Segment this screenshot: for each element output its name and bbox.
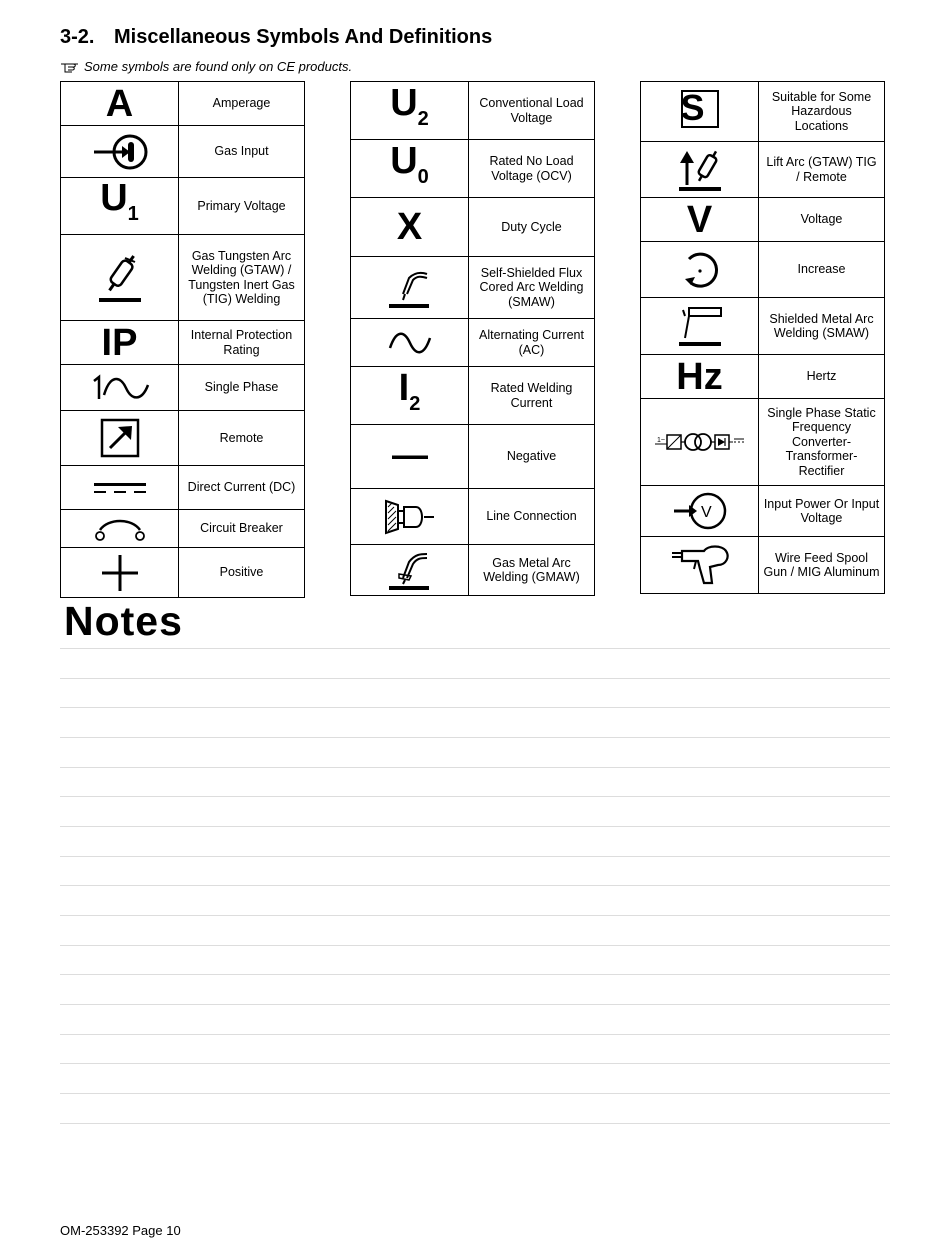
symbol-row — [641, 242, 885, 298]
svg-text:1~: 1~ — [656, 437, 665, 444]
symbol-cell — [61, 82, 179, 126]
definition-cell: Direct Current (DC) — [179, 466, 305, 510]
note-line — [60, 707, 890, 708]
note-line — [60, 915, 890, 916]
symbol-row — [351, 198, 595, 257]
symbol-row — [61, 126, 305, 178]
symbol-row — [61, 548, 305, 598]
definition-cell: Gas Metal Arc Welding (GMAW) — [469, 545, 595, 596]
symbol-cell — [61, 411, 179, 466]
symbol-row — [61, 411, 305, 466]
hazardous-location-icon: S — [681, 90, 719, 128]
symbol-cell — [61, 466, 179, 510]
spool-gun-icon — [670, 543, 730, 587]
gas-input-icon — [92, 132, 148, 172]
page-footer: OM-253392 Page 10 — [60, 1223, 181, 1238]
positive-icon — [100, 553, 140, 593]
symbol-row — [641, 537, 885, 594]
symbol-row — [641, 142, 885, 198]
symbol-cell — [641, 82, 759, 142]
definition-cell: Positive — [179, 548, 305, 598]
increase-icon — [677, 247, 723, 293]
definition-cell: Voltage — [759, 198, 885, 242]
primary-voltage-letter: $U_1$ — [100, 177, 139, 225]
line-connection-icon — [382, 497, 438, 537]
definition-cell: Circuit Breaker — [179, 510, 305, 548]
definition-cell: Rated No Load Voltage (OCV) — [469, 140, 595, 198]
definition-cell: Lift Arc (GTAW) TIG / Remote — [759, 142, 885, 198]
conventional-load-voltage-letter: $U_2$ — [390, 81, 429, 130]
symbol-cell — [351, 367, 469, 425]
note-line — [60, 1004, 890, 1005]
note-line — [60, 678, 890, 679]
symbol-cell — [641, 198, 759, 242]
note-line — [60, 1123, 890, 1124]
symbol-cell — [61, 510, 179, 548]
symbol-cell — [641, 399, 759, 486]
flux-cored-gun-icon — [385, 266, 435, 310]
symbol-row — [61, 178, 305, 235]
pointing-hand-icon — [60, 60, 80, 74]
note-line — [60, 856, 890, 857]
note-line — [60, 826, 890, 827]
definition-cell: Single Phase — [179, 365, 305, 411]
definition-cell: Single Phase Static Frequency Converter-Transformer-Rectifier — [759, 399, 885, 486]
gmaw-gun-icon — [385, 548, 435, 592]
definition-cell: Hertz — [759, 355, 885, 399]
input-voltage-icon — [672, 490, 728, 532]
symbol-row — [641, 486, 885, 537]
symbol-cell — [351, 489, 469, 545]
no-load-voltage-letter: $U_0$ — [390, 139, 429, 188]
ce-note-text: Some symbols are found only on CE products. — [84, 59, 353, 74]
symbol-cell — [641, 298, 759, 355]
definition-cell: Wire Feed Spool Gun / MIG Aluminum — [759, 537, 885, 594]
definition-cell: Input Power Or Input Voltage — [759, 486, 885, 537]
section-heading — [60, 26, 492, 49]
symbol-cell — [351, 319, 469, 367]
symbol-row — [351, 82, 595, 140]
symbol-row — [351, 545, 595, 596]
note-line — [60, 974, 890, 975]
welding-current-letter: $I_2$ — [398, 366, 421, 415]
ip-letters: IP — [101, 321, 138, 364]
symbol-row — [61, 235, 305, 321]
section-number: 3-2. — [60, 26, 95, 48]
note-line — [60, 648, 890, 649]
note-line — [60, 1034, 890, 1035]
negative-icon — [390, 452, 430, 462]
definition-cell: Duty Cycle — [469, 198, 595, 257]
symbol-cell — [351, 545, 469, 596]
symbol-row — [641, 198, 885, 242]
symbol-row — [61, 466, 305, 510]
definition-cell: Negative — [469, 425, 595, 489]
symbol-table-3 — [640, 81, 885, 594]
symbol-row — [641, 399, 885, 486]
definition-cell: Primary Voltage — [179, 178, 305, 235]
duty-cycle-letter: X — [396, 206, 423, 248]
symbol-row — [641, 82, 885, 142]
symbol-row — [61, 82, 305, 126]
definition-cell: Remote — [179, 411, 305, 466]
voltage-letter: V — [686, 198, 713, 241]
definition-cell: Suitable for Some Hazardous Locations — [759, 82, 885, 142]
symbol-row — [61, 321, 305, 365]
note-line — [60, 1093, 890, 1094]
note-line — [60, 1063, 890, 1064]
ce-note — [60, 59, 352, 74]
frequency-converter-icon — [655, 430, 745, 454]
definition-cell: Self-Shielded Flux Cored Arc Welding (SMAW) — [469, 257, 595, 319]
symbol-row — [351, 257, 595, 319]
circuit-breaker-icon — [92, 516, 148, 542]
definition-cell: Amperage — [179, 82, 305, 126]
note-line — [60, 885, 890, 886]
section-title: Miscellaneous Symbols And Definitions — [114, 26, 493, 48]
definition-cell: Conventional Load Voltage — [469, 82, 595, 140]
notes-title: Notes — [64, 598, 183, 644]
direct-current-icon — [92, 479, 148, 497]
symbol-cell — [61, 178, 179, 235]
symbol-row — [351, 425, 595, 489]
note-line — [60, 796, 890, 797]
symbol-cell — [641, 242, 759, 298]
symbol-cell — [641, 355, 759, 399]
note-line — [60, 945, 890, 946]
remote-icon — [100, 418, 140, 458]
hertz-letters: Hz — [676, 355, 723, 398]
single-phase-icon — [90, 373, 150, 403]
symbol-row — [351, 367, 595, 425]
amperage-letter: A — [105, 82, 134, 125]
symbol-cell — [641, 537, 759, 594]
symbol-table-2 — [350, 81, 595, 596]
symbol-row — [641, 355, 885, 399]
definition-cell: Rated Welding Current — [469, 367, 595, 425]
symbol-cell — [351, 82, 469, 140]
symbol-cell — [61, 235, 179, 321]
symbol-cell — [61, 365, 179, 411]
symbol-row — [351, 319, 595, 367]
symbol-cell — [351, 140, 469, 198]
svg-text:V: V — [700, 504, 712, 521]
symbol-cell — [351, 257, 469, 319]
symbol-row — [641, 298, 885, 355]
note-line — [60, 737, 890, 738]
symbol-cell — [641, 142, 759, 198]
definition-cell: Gas Input — [179, 126, 305, 178]
symbol-cell — [61, 548, 179, 598]
definition-cell: Line Connection — [469, 489, 595, 545]
alternating-current-icon — [388, 330, 432, 356]
symbol-cell — [351, 425, 469, 489]
symbol-cell — [61, 126, 179, 178]
definition-cell: Internal Protection Rating — [179, 321, 305, 365]
symbol-cell — [61, 321, 179, 365]
symbol-table-1 — [60, 81, 305, 598]
definition-cell: Alternating Current (AC) — [469, 319, 595, 367]
symbol-cell — [351, 198, 469, 257]
symbol-row — [61, 510, 305, 548]
symbol-row — [351, 489, 595, 545]
definition-cell: Increase — [759, 242, 885, 298]
symbol-row — [351, 140, 595, 198]
note-line — [60, 767, 890, 768]
smaw-electrode-icon — [675, 304, 725, 348]
lift-arc-icon — [675, 147, 725, 193]
definition-cell: Gas Tungsten Arc Welding (GTAW) / Tungsten Inert Gas (TIG) Welding — [179, 235, 305, 321]
gtaw-torch-icon — [95, 250, 145, 306]
definition-cell: Shielded Metal Arc Welding (SMAW) — [759, 298, 885, 355]
symbol-cell — [641, 486, 759, 537]
symbol-row — [61, 365, 305, 411]
